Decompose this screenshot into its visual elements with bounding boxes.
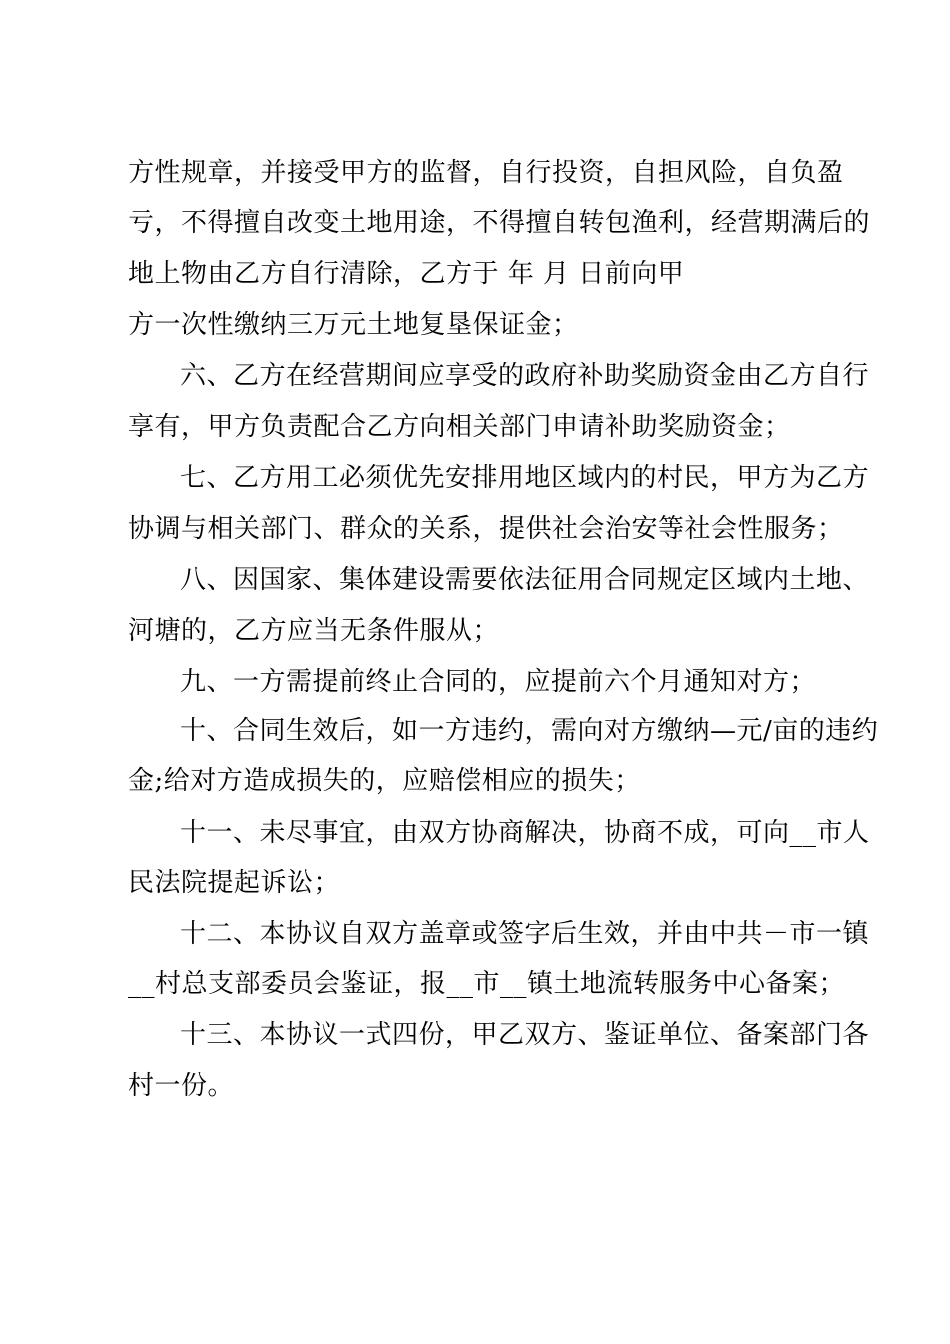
text-line: 民法院提起诉讼； [128,868,341,898]
clause-eight: 八、因国家、集体建设需要依法征用合同规定区域内土地、 [180,565,870,595]
text-line: 方性规章，并接受甲方的监督，自行投资，自担风险，自负盈 [128,158,844,188]
text-line: 河塘的，乙方应当无条件服从； [128,616,500,646]
clause-twelve: 十二、本协议自双方盖章或签字后生效，并由中共－市一镇 [180,919,870,949]
text-line: 地上物由乙方自行清除，乙方于 年 月 日前向甲 [128,259,685,289]
text-line: 村一份。 [128,1071,235,1101]
clause-ten: 十、合同生效后，如一方违约，需向对方缴纳—元/亩的违约 [180,716,879,746]
text-line: __村总支部委员会鉴证，报__市__镇土地流转服务中心备案； [128,969,846,999]
clause-six: 六、乙方在经营期间应享受的政府补助奖励资金由乙方自行 [180,361,870,391]
text-line: 金;给对方造成损失的，应赔偿相应的损失； [128,766,641,796]
text-line: 亏，不得擅自改变土地用途，不得擅自转包渔利，经营期满后的 [128,208,871,238]
text-line: 享有，甲方负责配合乙方向相关部门申请补助奖励资金； [128,412,791,442]
clause-thirteen: 十三、本协议一式四份，甲乙双方、鉴证单位、备案部门各 [180,1020,870,1050]
clause-eleven: 十一、未尽事宜，由双方协商解决，协商不成，可向__市人 [180,818,870,848]
text-line: 协调与相关部门、群众的关系，提供社会治安等社会性服务； [128,514,844,544]
clause-seven: 七、乙方用工必须优先安排用地区域内的村民，甲方为乙方 [180,463,870,493]
clause-nine: 九、一方需提前终止合同的，应提前六个月通知对方； [180,667,817,697]
text-line: 方一次性缴纳三万元土地复垦保证金； [128,310,579,340]
